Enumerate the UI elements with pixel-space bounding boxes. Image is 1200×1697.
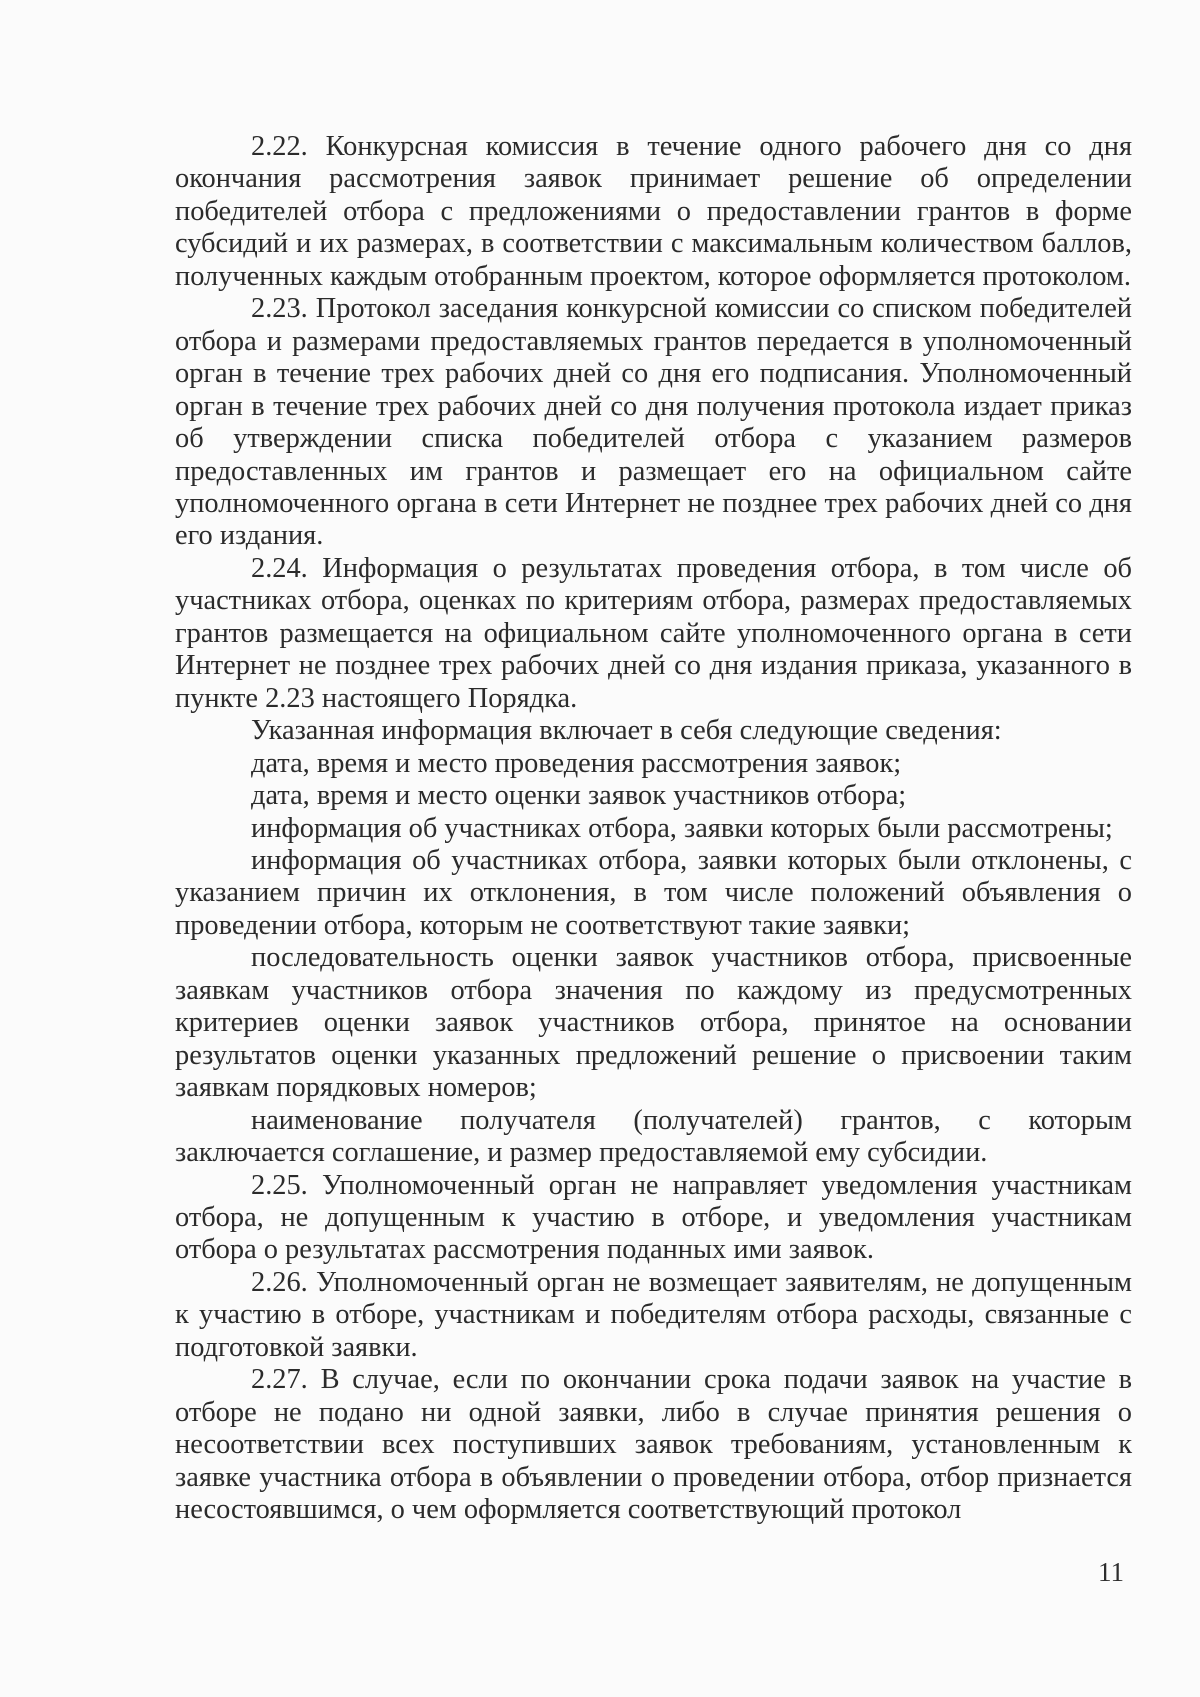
paragraph-2-24: 2.24. Информация о результатах проведения отбора, в том числе об участниках отбора, оценках по критериям отбора, размерах предоставляемых грантов размещается на официальном сайте уполномоченного органа в сети Интернет не позднее трех рабочих дней со дня издания приказа, указанного в пункте 2.23 настоящего Порядка. xyxy=(175,552,1132,714)
paragraph-2-25: 2.25. Уполномоченный орган не направляет уведомления участникам отбора, не допущенным к участию в отборе, и уведомления участникам отбора о результатах рассмотрения поданных ими заявок. xyxy=(175,1169,1132,1266)
list-item-recipient-name: наименование получателя (получателей) грантов, с которым заключается соглашение, и размер предоставляемой ему субсидии. xyxy=(175,1104,1132,1169)
list-item-rejected-participants: информация об участниках отбора, заявки которых были отклонены, с указанием причин их отклонения, в том числе положений объявления о проведении отбора, которым не соответствуют такие заявки; xyxy=(175,844,1132,941)
paragraph-2-26: 2.26. Уполномоченный орган не возмещает заявителям, не допущенным к участию в отборе, участникам и победителям отбора расходы, связанные с подготовкой заявки. xyxy=(175,1266,1132,1363)
list-item-evaluation-sequence: последовательность оценки заявок участников отбора, присвоенные заявкам участников отбора значения по каждому из предусмотренных критериев оценки заявок участников отбора, принятое на основании результатов оценки указанных предложений решение о присвоении таким заявкам порядковых номеров; xyxy=(175,942,1132,1104)
paragraph-info-intro: Указанная информация включает в себя следующие сведения: xyxy=(251,715,1002,747)
page-number: 11 xyxy=(1098,1557,1124,1587)
list-item-evaluation-date: дата, время и место оценки заявок участников отбора; xyxy=(251,780,907,812)
list-item-reviewed-participants: информация об участниках отбора, заявки которых были рассмотрены; xyxy=(251,812,1113,844)
paragraph-2-23: 2.23. Протокол заседания конкурсной комиссии со списком победителей отбора и размерами предоставляемых грантов передается в уполномоченный орган в течение трех рабочих дней со дня его подписания. Уполномоченный орган в течение трех рабочих дней со дня получения протокола издает приказ об утверждении списка победителей отбора с указанием размеров предоставленных им грантов и размещает его на официальном сайте уполномоченного органа в сети Интернет не позднее трех рабочих дней со дня его издания. xyxy=(175,293,1132,552)
paragraph-2-22: 2.22. Конкурсная комиссия в течение одного рабочего дня со дня окончания рассмотрения заявок принимает решение об определении победителей отбора с предложениями о предоставлении грантов в форме субсидий и их размерах, в соответствии с максимальным количеством баллов, полученных каждым отобранным проектом, которое оформляется протоколом. xyxy=(175,131,1132,292)
paragraph-2-27: 2.27. В случае, если по окончании срока подачи заявок на участие в отборе не подано ни одной заявки, либо в случае принятия решения о несоответствии всех поступивших заявок требованиям, установленным к заявке участника отбора в объявлении о проведении отбора, отбор признается несостоявшимся, о чем оформляется соответствующий протокол xyxy=(175,1364,1132,1526)
document-body xyxy=(175,131,1132,1526)
list-item-review-date: дата, время и место проведения рассмотрения заявок; xyxy=(251,747,902,779)
